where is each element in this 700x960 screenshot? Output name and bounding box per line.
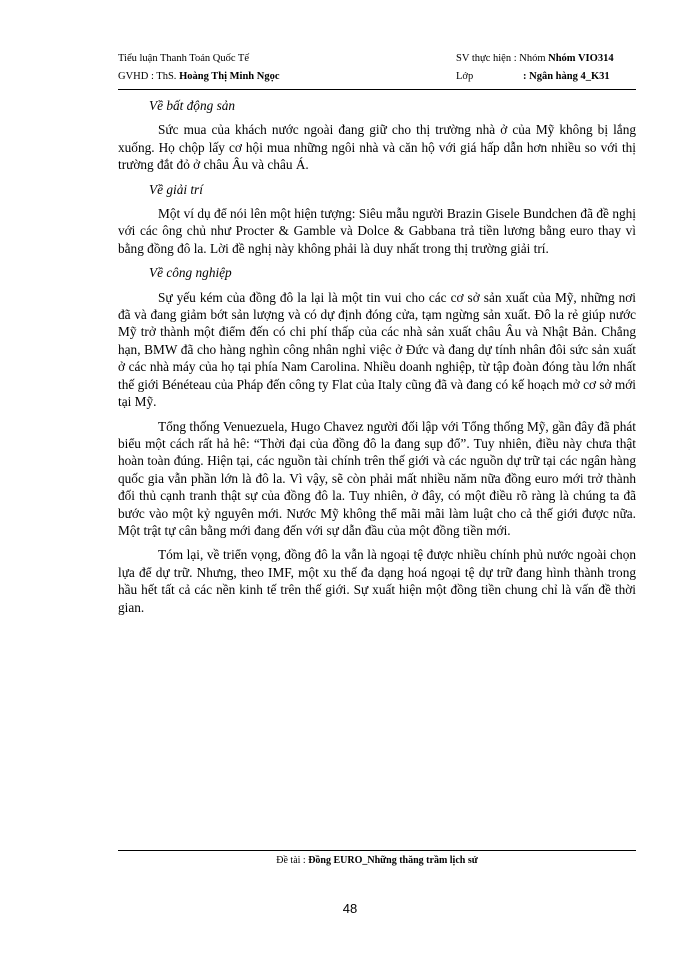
page-number: 48: [342, 901, 358, 916]
page-footer: [118, 855, 636, 866]
paragraph: Tổng thống Venuezuela, Hugo Chavez người đối lập với Tổng thống Mỹ, gần đây đã phát biểu một cách rất hả hê: “Thời đại của đồng đô la đang sụp đổ”. Tuy nhiên, điều này chưa thật hoàn toàn đúng. Hiện tại, các nguồn tài chính trên thế giới và các nguồn dự trữ tại các ngân hàng quốc gia vẫn phần lớn là đô la. Vì vậy, sẽ còn phải mất nhiều năm nữa đồng euro mới trở thành đối thủ cạnh tranh thật sự của đồng đô la. Tuy nhiên, ở đây, có một điều rõ ràng là chúng ta đã bước vào một kỷ nguyên mới. Nước Mỹ không thể mãi mãi làm luật cho cả thế giới được nữa. Một trật tự cân bằng mới đang đến với sự dẫn đầu của một đồng tiền mới.: [118, 418, 636, 538]
supervisor-name: Hoàng Thị Minh Ngọc: [179, 71, 280, 82]
footer-label: Đề tài :: [276, 855, 306, 866]
footer-rule: [118, 850, 636, 851]
header-rule: [118, 89, 636, 90]
footer-topic: Đồng EURO_Những thăng trầm lịch sử: [308, 855, 478, 866]
section-heading: Về bất động sản: [149, 98, 236, 113]
paragraph: Một ví dụ để nói lên một hiện tượng: Siêu mẫu người Brazin Gisele Bundchen đã đề nghị với các ông chủ như Procter & Gamble và Dolce & Gabbana trả tiền lương bằng euro thay vì bằng đồng đô la. Lời đề nghị này không phải là duy nhất trong thị trường giải trí.: [118, 206, 636, 256]
student-group: [456, 53, 614, 64]
supervisor-label: GVHD : ThS.: [118, 71, 177, 82]
page-body: [118, 97, 636, 623]
class-info: [456, 71, 610, 82]
class-value: : Ngân hàng 4_K31: [523, 71, 610, 82]
class-label: Lớp: [456, 71, 474, 82]
student-group-label: SV thực hiện : Nhóm: [456, 53, 546, 64]
paragraph: Sự yếu kém của đồng đô la lại là một tin vui cho các cơ sở sản xuất của Mỹ, những nơi đã và đang giảm bớt sản lượng và có dự định đóng cửa, tạm ngừng sản xuất. Đô la rẻ giúp nước Mỹ trở thành một điểm đến có chi phí thấp của các nhà sản xuất châu Âu và Nhật Bản. Chẳng hạn, BMW đã cho hàng nghìn công nhân nghỉ việc ở Đức và đang dự tính nhân đôi sức sản xuất ở các nhà máy của họ tại phía Nam Carolina. Nhiều doanh nghiệp, từ tập đoàn đóng tàu lớn nhất thế giới Bénéteau của Pháp đến công ty Flat của Italy cũng đã và đang có kế hoạch mở cơ sở mới tại Mỹ.: [118, 289, 636, 410]
paragraph: Tóm lại, về triển vọng, đồng đô la vẫn là ngoại tệ được nhiều chính phủ nước ngoài chọn lựa để dự trữ. Nhưng, theo IMF, một xu thế đa dạng hoá ngoại tệ dự trữ đang hình thành trong hầu hết tất cả các nền kinh tế trên thế giới. Sự xuất hiện một đồng tiền chung chỉ là vấn đề thời gian.: [118, 547, 636, 615]
course-title: Tiểu luận Thanh Toán Quốc Tế: [118, 53, 249, 64]
supervisor: [118, 71, 280, 82]
paragraph: Sức mua của khách nước ngoài đang giữ cho thị trường nhà ở của Mỹ không bị lắng xuống. Họ chộp lấy cơ hội mua những ngôi nhà và căn hộ với giá hấp dẫn hơn nhiều so với thị trường đắt đỏ ở châu Âu và châu Á.: [118, 122, 636, 173]
student-group-value: Nhóm VIO314: [548, 53, 614, 64]
section-heading: Về công nghiệp: [149, 265, 232, 281]
section-heading: Về giải trí: [149, 181, 203, 197]
